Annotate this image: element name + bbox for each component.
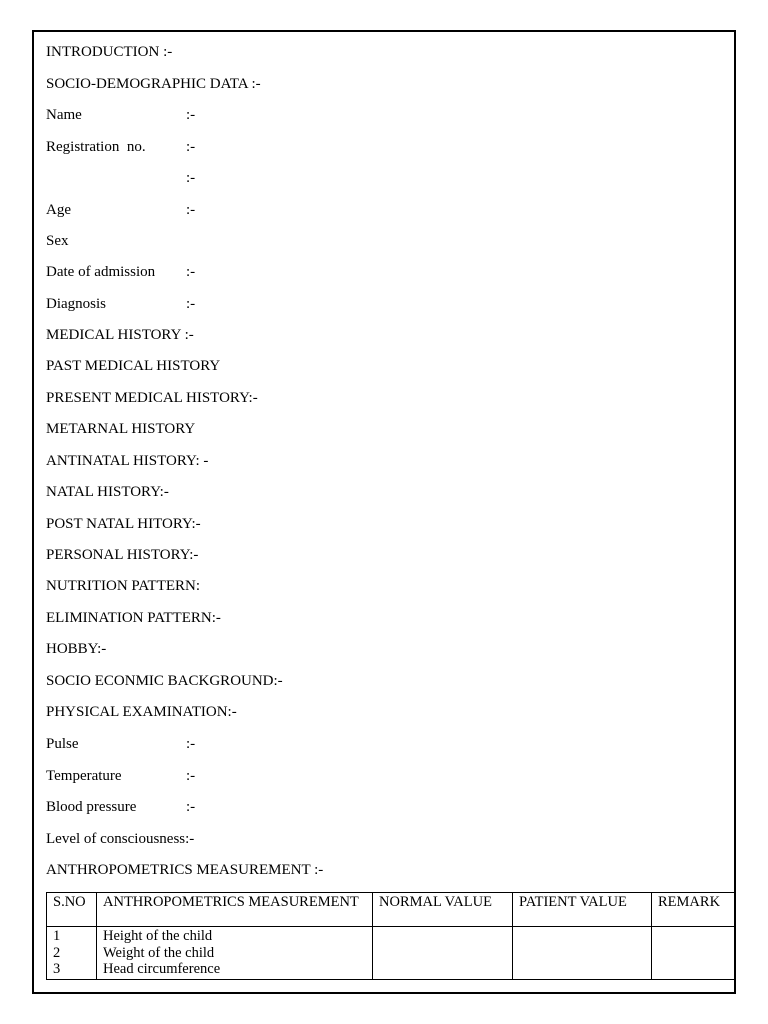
header-remark: REMARK <box>652 893 736 927</box>
field-separator: :- <box>186 202 196 218</box>
field-level-of-consciousness: Level of consciousness:- <box>46 831 195 847</box>
field-label: Date of admission <box>46 264 156 280</box>
field-diagnosis <box>46 295 196 313</box>
section-maternal-history: METARNAL HISTORY <box>46 421 196 437</box>
field-blood-pressure <box>46 798 196 816</box>
header-patient-value: PATIENT VALUE <box>513 893 652 927</box>
section-socio-economic-background: SOCIO ECONMIC BACKGROUND:- <box>46 673 283 689</box>
section-antenatal-history: ANTINATAL HISTORY: - <box>46 453 209 469</box>
section-elimination-pattern: ELIMINATION PATTERN:- <box>46 610 221 626</box>
field-temperature <box>46 767 196 785</box>
measurement-head-circumference: Head circumference <box>103 961 221 977</box>
table-row <box>47 927 736 980</box>
section-medical-history: MEDICAL HISTORY :- <box>46 327 194 343</box>
anthropometrics-table <box>46 892 736 980</box>
field-label: Name <box>46 107 82 123</box>
field-label: Pulse <box>46 736 79 752</box>
field-sex <box>46 232 69 250</box>
field-name <box>46 106 196 124</box>
field-pulse <box>46 735 196 753</box>
section-personal-history: PERSONAL HISTORY:- <box>46 547 199 563</box>
patient-value-cell <box>513 927 652 980</box>
section-post-natal-history: POST NATAL HITORY:- <box>46 516 201 532</box>
remark-cell <box>652 927 736 980</box>
field-separator: :- <box>186 799 196 815</box>
header-sno: S.NO <box>47 893 97 927</box>
measurement-height: Height of the child <box>103 928 213 944</box>
introduction-heading: INTRODUCTION :- <box>46 44 173 60</box>
field-separator: :- <box>186 296 196 312</box>
serial-2: 2 <box>53 944 61 961</box>
field-label: Registration no. <box>46 139 146 155</box>
section-physical-examination: PHYSICAL EXAMINATION:- <box>46 704 237 720</box>
section-past-medical-history: PAST MEDICAL HISTORY <box>46 358 221 374</box>
measurement-weight: Weight of the child <box>103 944 215 961</box>
field-separator: :- <box>186 264 196 280</box>
field-separator: :- <box>186 170 196 186</box>
serial-cell <box>47 927 97 980</box>
field-separator: :- <box>186 107 196 123</box>
anthropometrics-heading: ANTHROPOMETRICS MEASUREMENT :- <box>46 862 324 878</box>
serial-1: 1 <box>53 928 61 944</box>
section-hobby: HOBBY:- <box>46 641 107 657</box>
field-label: Age <box>46 202 71 218</box>
section-nutrition-pattern: NUTRITION PATTERN: <box>46 578 201 594</box>
header-normal-value: NORMAL VALUE <box>373 893 513 927</box>
header-measurement: ANTHROPOMETRICS MEASUREMENT <box>97 893 373 927</box>
field-label: Temperature <box>46 768 122 784</box>
serial-3: 3 <box>53 961 61 977</box>
field-separator: :- <box>186 768 196 784</box>
measurement-cell <box>97 927 373 980</box>
section-present-medical-history: PRESENT MEDICAL HISTORY:- <box>46 390 258 406</box>
field-label: Blood pressure <box>46 799 137 815</box>
field-registration-no <box>46 138 196 156</box>
field-date-of-admission <box>46 263 196 281</box>
field-separator: :- <box>186 139 196 155</box>
field-label: Diagnosis <box>46 296 106 312</box>
normal-value-cell <box>373 927 513 980</box>
section-natal-history: NATAL HISTORY:- <box>46 484 169 500</box>
form-border <box>32 30 736 994</box>
socio-demographic-heading: SOCIO-DEMOGRAPHIC DATA :- <box>46 76 261 92</box>
table-header-row <box>47 893 736 927</box>
field-label: Sex <box>46 233 69 249</box>
field-age <box>46 201 196 219</box>
field-separator: :- <box>186 736 196 752</box>
